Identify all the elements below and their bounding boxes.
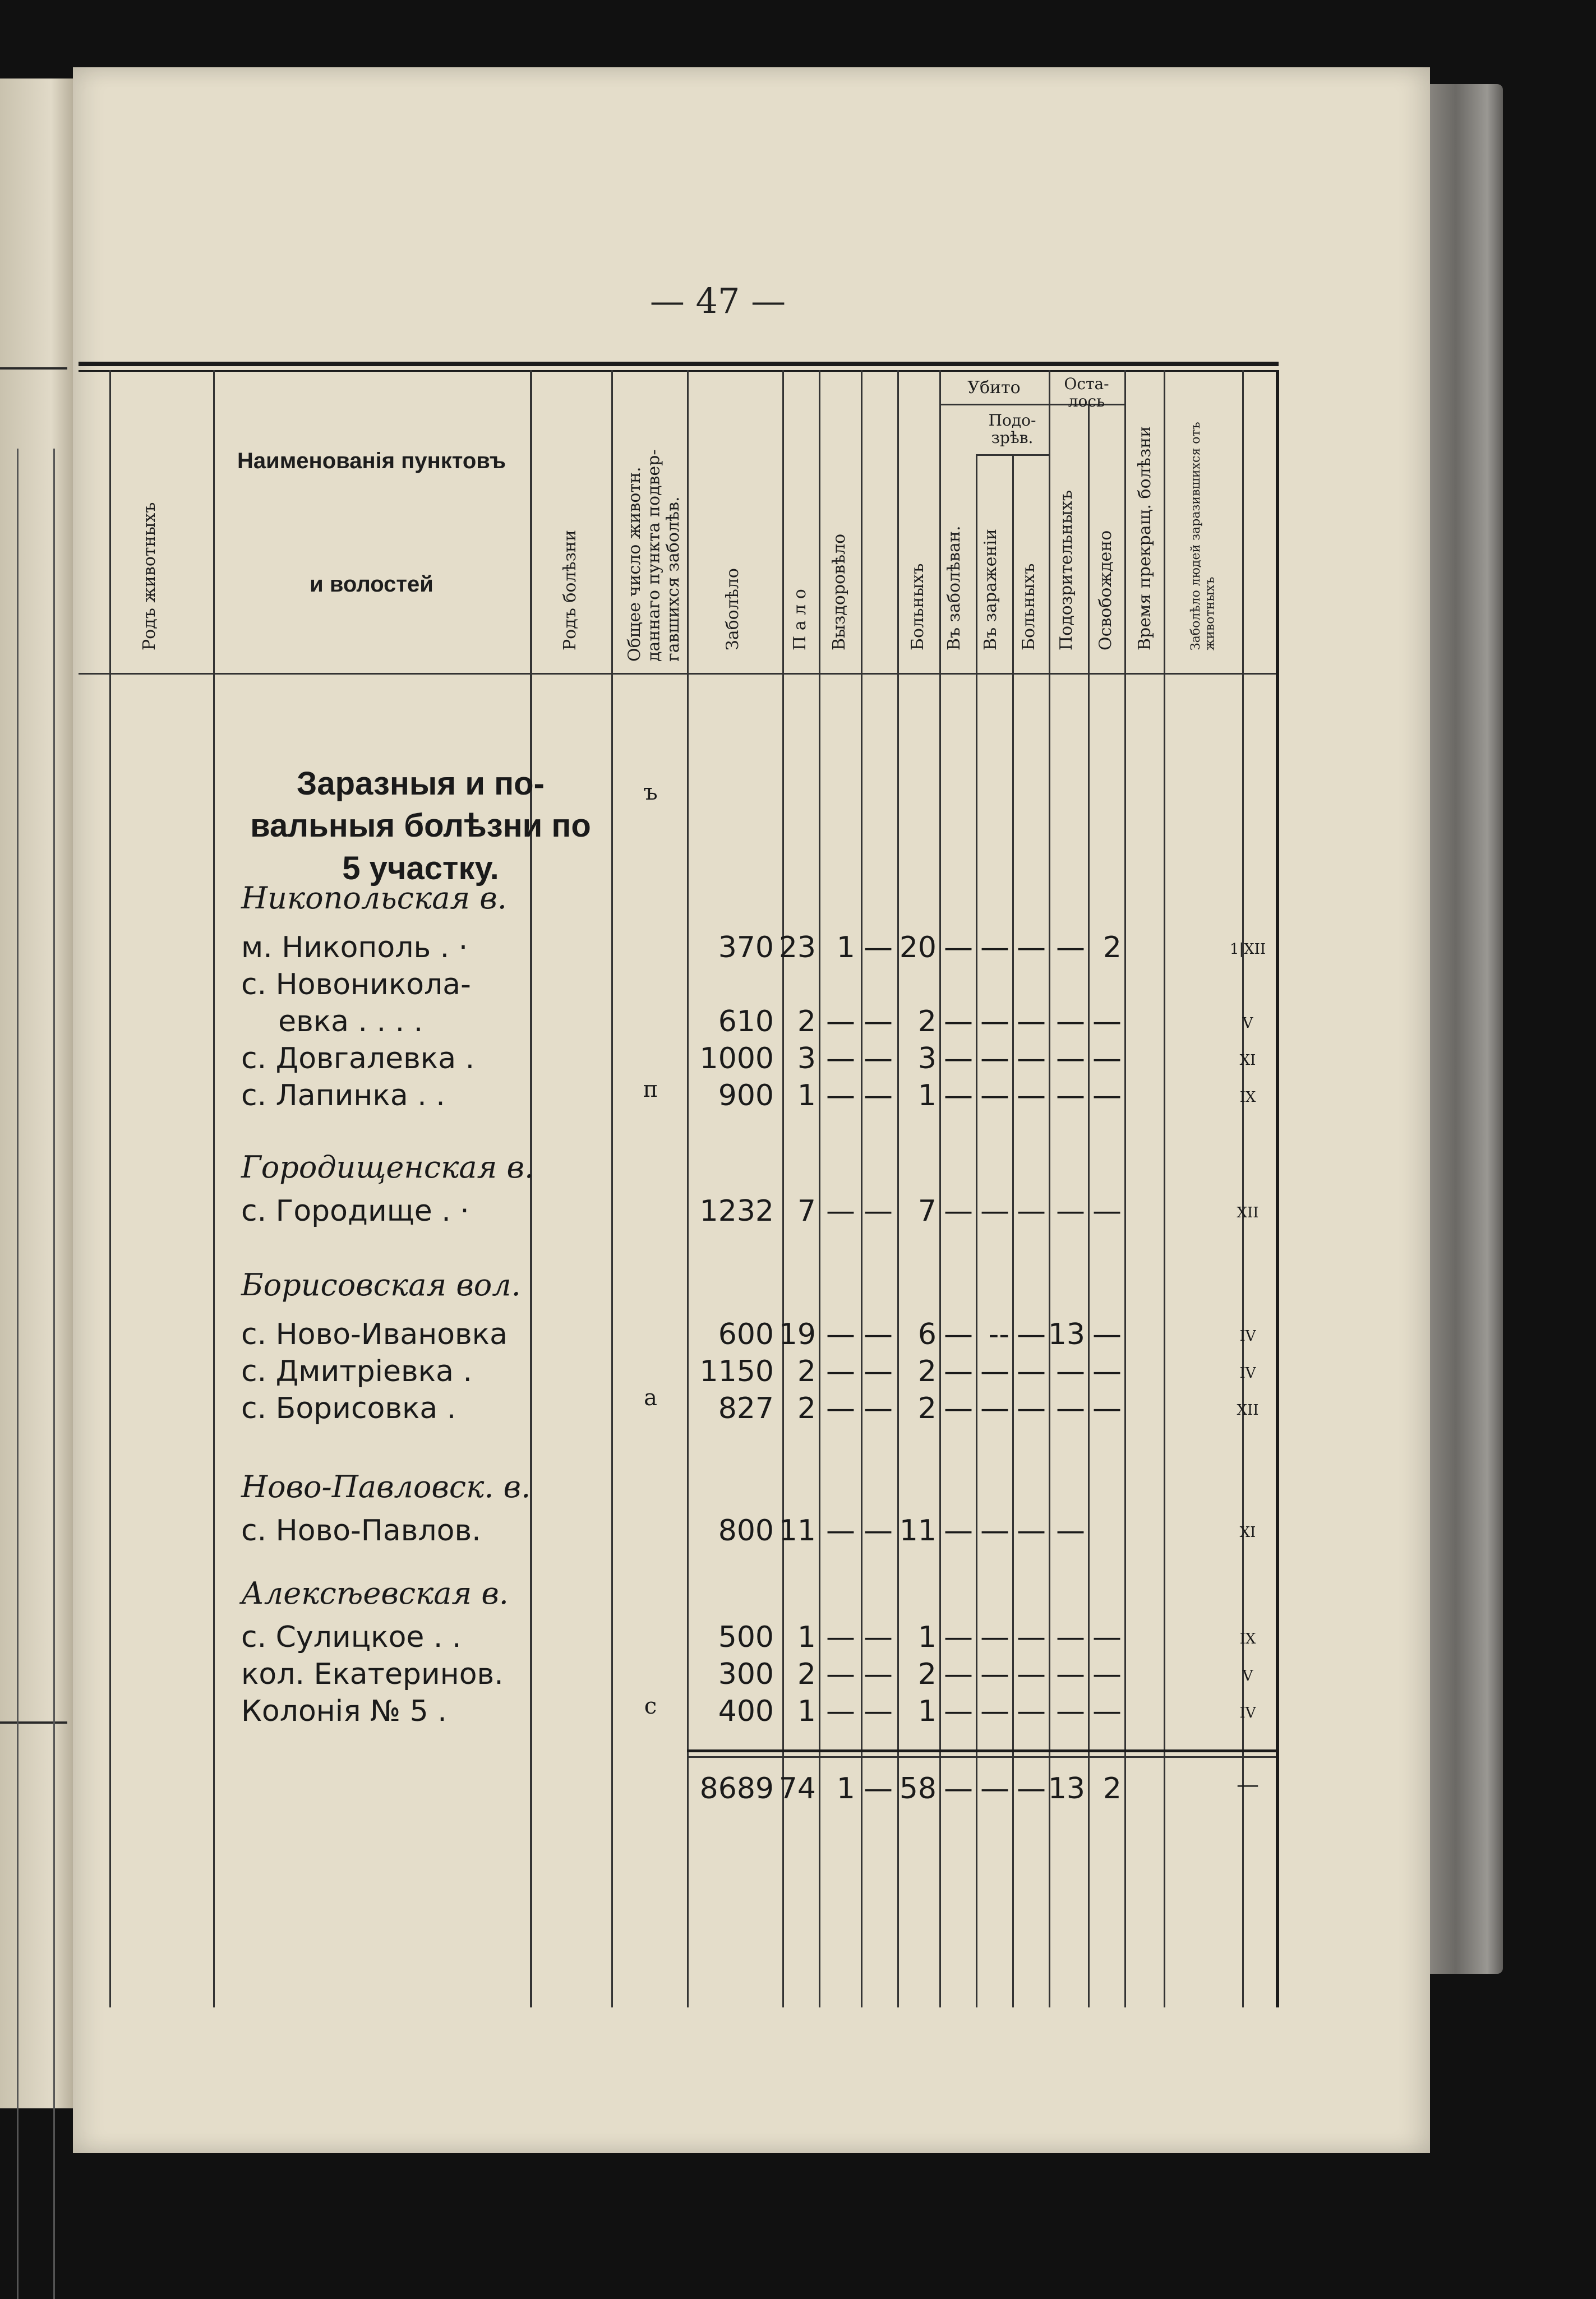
cell-rem-susp: — [1056,1392,1085,1425]
previous-page-edge [0,79,73,2108]
cell-killed-sick: 2 [917,1658,937,1691]
cell-kz: — [944,1042,973,1075]
table-row [73,1194,1430,1230]
header-osvobozhdeno: Освобождено [1096,530,1115,650]
cell-killed-sick: 7 [917,1194,937,1228]
cell-time: 1|XII [1229,941,1266,958]
cell-recov: — [864,1621,893,1654]
table-row [73,1695,1430,1730]
place-name: Колонія № 5 . [241,1695,447,1728]
cell-kzr: — [980,1005,1009,1038]
header-ubito: Убито [967,378,1021,398]
place-name: кол. Екатеринов. [241,1658,504,1691]
cell-rem-susp: — [1056,1621,1085,1654]
table-row [73,1042,1430,1078]
cell-killed-sick: 6 [917,1318,937,1351]
place-name: с. Новоникола- [241,968,471,1001]
header-bottom-rule [79,673,1279,675]
table-row [73,1514,1430,1550]
cell-kz: — [944,1005,973,1038]
header-podozrev: Подо- зрѣв. [988,411,1036,447]
cell-rem-sick: — [1017,1772,1046,1806]
cell-kz: — [944,1194,973,1228]
cell-time: V [1242,1015,1253,1032]
cell-sick: 2 [797,1392,816,1425]
cell-kz: — [944,1392,973,1425]
cell-recov: — [864,1772,893,1806]
cell-recov: — [864,1042,893,1075]
cell-dead: — [826,1695,855,1728]
cell-kz: — [944,1318,973,1351]
header-ostalos: Оста- лось [1064,375,1109,410]
book-page [73,67,1430,2153]
cell-kzr: -- [988,1318,1009,1351]
cell-rem-sick: — [1017,1079,1046,1112]
cell-dead: — [826,1194,855,1228]
cell-rem-susp: — [1056,1355,1085,1388]
cell-dead: — [826,1042,855,1075]
table-row [73,1318,1430,1354]
ubito-sub-rule [939,404,1049,405]
cell-total: 370 [718,931,774,964]
cell-dead: — [826,1079,855,1112]
group-heading: Алексѣевская в. [241,1576,509,1611]
cell-recov: — [864,1658,893,1691]
cell-sick: 3 [797,1042,816,1075]
cell-dead: — [826,1658,855,1691]
cell-rem-susp: — [1056,1658,1085,1691]
cell-rem-sick: — [1017,1005,1046,1038]
header-v-zabolevan: Въ заболѣван. [944,525,964,650]
cell-killed-sick: 58 [899,1772,937,1806]
cell-dead: — [826,1621,855,1654]
cell-time: — [1237,1772,1259,1798]
header-v-zarazhenii: Въ зараженіи [981,529,1000,650]
totals-row [73,1772,1430,1808]
cell-freed: — [1092,1005,1122,1038]
cell-total: 610 [718,1005,774,1038]
column-line [939,370,941,2007]
column-line [213,370,215,2007]
place-name: евка . . . . [241,1005,423,1038]
cell-freed: — [1092,1621,1122,1654]
disease-letter: ъ [643,779,658,805]
cell-kz: — [944,931,973,964]
place-name: с. Городище . · [241,1194,469,1228]
cell-rem-sick: — [1017,1392,1046,1425]
group-heading: Борисовская вол. [241,1267,521,1303]
page-number: — 47 — [649,280,786,321]
cell-rem-sick: — [1017,1658,1046,1691]
cell-kzr: — [980,1194,1009,1228]
cell-kzr: — [980,1621,1009,1654]
cell-rem-susp: — [1056,1514,1085,1548]
cell-killed-sick: 3 [917,1042,937,1075]
header-podozritelnykh: Подозрительныхъ [1057,490,1076,650]
table-row [73,1392,1430,1428]
cell-sick: 2 [797,1355,816,1388]
table-row [73,1621,1430,1656]
cell-total: 800 [718,1514,774,1548]
cell-freed: — [1092,1658,1122,1691]
cell-sick: 1 [797,1621,816,1654]
group-heading: Городищенская в. [241,1150,534,1185]
header-vremya: Время прекращ. болѣзни [1135,426,1155,650]
cell-kz: — [944,1079,973,1112]
cell-rem-susp: 13 [1048,1318,1085,1351]
cell-total: 1000 [699,1042,774,1075]
cell-killed-sick: 1 [917,1079,937,1112]
place-name: с. Сулицкое . . [241,1621,462,1654]
place-name: с. Довгалевка . [241,1042,475,1075]
header-bolnykh-2: Больныхъ [1019,563,1039,650]
cell-recov: — [864,1194,893,1228]
totals-rule [687,1749,1276,1752]
table-right-border [1276,370,1279,2007]
header-palo: П а л о [790,589,810,650]
cell-dead: — [826,1355,855,1388]
cell-sick: 7 [797,1194,816,1228]
column-line [109,370,111,2007]
totals-rule-thin [687,1756,1276,1758]
cell-total: 827 [718,1392,774,1425]
cell-kz: — [944,1621,973,1654]
cell-total: 300 [718,1658,774,1691]
header-bolnykh: Больныхъ [908,563,928,650]
disease-letter: с [644,1693,657,1719]
previous-page-column-line [17,449,19,2299]
podozrev-sub-rule [976,454,1049,456]
cell-kzr: — [980,1355,1009,1388]
cell-kz: — [944,1658,973,1691]
table-row [73,1355,1430,1391]
previous-page-rule [0,367,67,370]
disease-letter: п [643,1077,658,1102]
cell-rem-sick: — [1017,1514,1046,1548]
place-name: с. Лапинка . . [241,1079,445,1112]
previous-page-column-line [53,449,55,2299]
cell-time: XI [1239,1524,1256,1541]
cell-dead: — [826,1514,855,1548]
cell-recov: — [864,1318,893,1351]
column-line [687,370,689,2007]
header-vyzdorovelo: Выздоровѣло [829,533,849,650]
table-row [73,931,1430,967]
cell-sick: 11 [778,1514,816,1548]
cell-rem-sick: — [1017,1042,1046,1075]
cell-recov: — [864,931,893,964]
cell-kzr: — [980,1695,1009,1728]
cell-time: IV [1239,1705,1256,1721]
cell-kzr: — [980,1042,1009,1075]
header-rod-zhivotnykh: Родъ животныхъ [140,502,159,650]
cell-dead: — [826,1005,855,1038]
cell-total: 500 [718,1621,774,1654]
column-line [1242,370,1244,2007]
cell-rem-susp: — [1056,1079,1085,1112]
cell-rem-susp: — [1056,1005,1085,1038]
cell-recov: — [864,1514,893,1548]
cell-total: 1150 [699,1355,774,1388]
cell-recov: — [864,1392,893,1425]
cell-freed: — [1092,1042,1122,1075]
cell-total: 8689 [699,1772,774,1806]
header-obshchee-chislo: Общее число животн. даннаго пункта подвер- гавшихся заболѣв. [625,449,683,662]
cell-freed: — [1092,1392,1122,1425]
table-top-rule-thin [79,370,1279,372]
cell-freed: 2 [1103,931,1122,964]
cell-time: XII [1237,1204,1259,1221]
cell-rem-sick: — [1017,1355,1046,1388]
cell-time: IV [1239,1328,1256,1345]
cell-recov: — [864,1079,893,1112]
cell-killed-sick: 2 [917,1005,937,1038]
cell-freed: — [1092,1695,1122,1728]
cell-dead: 1 [836,931,855,964]
column-line [1049,370,1050,2007]
column-line [1124,370,1126,2007]
cell-time: IX [1239,1631,1256,1647]
column-line [897,370,899,2007]
cell-time: XII [1237,1402,1259,1419]
cell-freed: — [1092,1318,1122,1351]
group-heading: Никопольская в. [241,880,507,916]
cell-freed: — [1092,1355,1122,1388]
cell-kzr: — [980,1514,1009,1548]
cell-rem-susp: 13 [1048,1772,1085,1806]
cell-freed: — [1092,1079,1122,1112]
cell-dead: — [826,1318,855,1351]
group-heading: Ново-Павловск. в. [241,1469,531,1504]
cell-kzr: — [980,1079,1009,1112]
cell-killed-sick: 20 [899,931,937,964]
cell-total: 900 [718,1079,774,1112]
column-line [782,370,784,2007]
disease-letter: а [644,1385,657,1411]
cell-rem-susp: — [1056,1695,1085,1728]
cell-total: 600 [718,1318,774,1351]
book-cover-edge [1424,84,1503,1974]
cell-freed: — [1092,1194,1122,1228]
cell-rem-susp: — [1056,1194,1085,1228]
cell-killed-sick: 2 [917,1355,937,1388]
table-row [73,968,1430,1004]
cell-recov: — [864,1695,893,1728]
cell-kz: — [944,1695,973,1728]
cell-killed-sick: 1 [917,1621,937,1654]
cell-kzr: — [980,1658,1009,1691]
place-name: м. Никополь . · [241,931,468,964]
table-row [73,1658,1430,1693]
cell-sick: 1 [797,1079,816,1112]
header-naimenovaniya: Наименованія пунктовъ [237,449,506,473]
cell-sick: 74 [778,1772,816,1806]
cell-time: XI [1239,1052,1256,1069]
cell-kz: — [944,1772,973,1806]
table-row [73,1005,1430,1041]
cell-time: IX [1239,1089,1256,1106]
cell-kz: — [944,1514,973,1548]
cell-recov: — [864,1005,893,1038]
header-volostei: и волостей [310,572,433,597]
cell-kzr: — [980,1392,1009,1425]
place-name: с. Ново-Павлов. [241,1514,481,1548]
cell-killed-sick: 1 [917,1695,937,1728]
cell-killed-sick: 11 [899,1514,937,1548]
cell-total: 1232 [699,1194,774,1228]
cell-rem-sick: — [1017,1318,1046,1351]
cell-sick: 19 [778,1318,816,1351]
cell-rem-sick: — [1017,1194,1046,1228]
cell-time: V [1242,1668,1253,1684]
cell-sick: 1 [797,1695,816,1728]
cell-dead: 1 [836,1772,855,1806]
cell-sick: 2 [797,1658,816,1691]
cell-kz: — [944,1355,973,1388]
place-name: с. Дмитріевка . [241,1355,473,1388]
previous-page-rule [0,1721,67,1724]
cell-kzr: — [980,1772,1009,1806]
cell-sick: 2 [797,1005,816,1038]
cell-freed: 2 [1103,1772,1122,1806]
cell-recov: — [864,1355,893,1388]
cell-killed-sick: 2 [917,1392,937,1425]
header-rod-bolezni: Родъ болѣзни [560,530,580,650]
column-line [819,370,820,2007]
cell-kzr: — [980,931,1009,964]
column-line [1164,370,1165,2007]
cell-rem-sick: — [1017,931,1046,964]
column-line [530,370,532,2007]
column-line [861,370,862,2007]
place-name: с. Борисовка . [241,1392,456,1425]
column-line [611,370,613,2007]
cell-total: 400 [718,1695,774,1728]
table-row [73,1079,1430,1115]
header-zabolelo: Заболѣло [723,568,742,650]
table-top-rule [79,362,1279,366]
cell-time: IV [1239,1365,1256,1382]
cell-sick: 23 [778,931,816,964]
cell-rem-susp: — [1056,1042,1085,1075]
cell-dead: — [826,1392,855,1425]
section-title: Заразныя и по- вальныя болѣзни по 5 участку. [250,765,591,887]
place-name: с. Ново-Ивановка [241,1318,508,1351]
cell-rem-susp: — [1056,931,1085,964]
cell-rem-sick: — [1017,1621,1046,1654]
header-zabolelo-lyudei: Заболѣло людей заразившихся отъ животныхъ [1189,422,1217,650]
cell-rem-sick: — [1017,1695,1046,1728]
